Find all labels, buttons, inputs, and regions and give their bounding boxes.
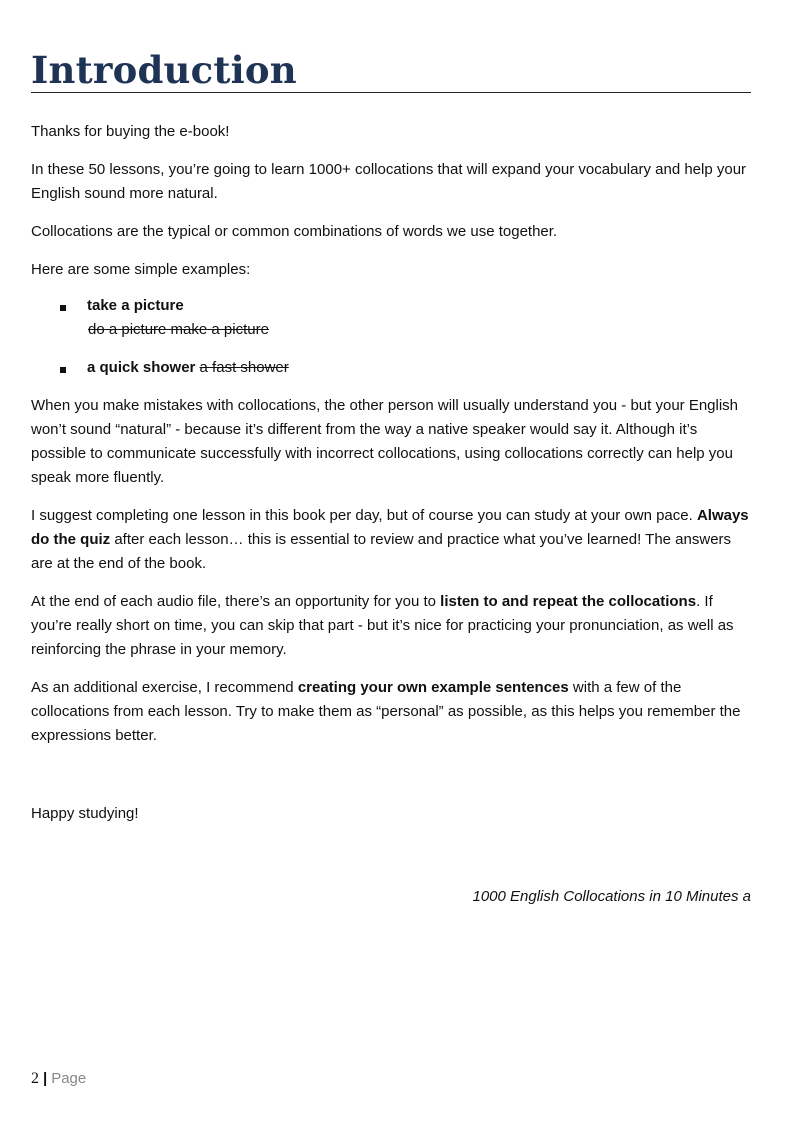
paragraph-closing: Happy studying! (31, 805, 139, 822)
emphasis-text: listen to and repeat the collocations (440, 593, 697, 610)
text-span: with a few of the collocations from each lesson. Try to make them as “personal” as possible, as this helps you remember the expressions better. (31, 679, 741, 744)
incorrect-collocation: a fast shower (199, 359, 289, 376)
text-span: after each lesson… this is essential to review and practice what you’ve learned! The answers are at the end of the book. (31, 531, 732, 572)
page-footer (31, 1068, 86, 1090)
spacer (31, 762, 751, 802)
text-span: . If you’re really short on time, you can skip that part - but it’s nice for practicing your pronunciation, as well as reinforcing the phrase in your memory. (31, 593, 734, 658)
text-span: I suggest completing one lesson in this book per day, but of course you can study at your own pace. (31, 507, 697, 524)
examples-list (31, 294, 751, 380)
correct-collocation: take a picture (87, 297, 184, 314)
incorrect-collocation: make (166, 321, 208, 338)
signature-line: 1000 English Collocations in 10 Minutes a (472, 888, 751, 905)
emphasis-text: Always do the quiz (31, 507, 749, 548)
bullet-icon (60, 305, 66, 311)
emphasis-text: creating your own example sentences (297, 679, 569, 696)
page-label: Page (51, 1070, 87, 1087)
incorrect-collocation: a picture (207, 321, 269, 338)
list-item (31, 294, 751, 342)
paragraph-audio (31, 590, 751, 662)
list-item (31, 356, 751, 380)
page-number: 2 (31, 1070, 39, 1087)
incorrect-collocation: do a picture (88, 321, 167, 338)
paragraph-definition: Collocations are the typical or common combinations of words we use together. (31, 223, 558, 240)
title-divider (31, 92, 751, 93)
footer-separator: | (43, 1070, 48, 1087)
incorrect-collocations (88, 318, 751, 342)
bullet-icon (60, 367, 66, 373)
paragraph-exercise (31, 676, 751, 748)
paragraph-suggest (31, 504, 751, 576)
text-span: At the end of each audio file, there’s an opportunity for you to (31, 593, 441, 610)
paragraph-lessons: In these 50 lessons, you’re going to learn 1000+ collocations that will expand your vocabulary and help your English sound more natural. (31, 161, 747, 202)
body-content (31, 120, 751, 840)
paragraph-mistakes: When you make mistakes with collocations, the other person will usually understand you - but your English won’t sound “natural” - because it’s different from the way a native speaker would say it. Although it’s possible to communicate successfully with incorrect collocations, using collocations correctly can help you speak more fluently. (31, 397, 739, 486)
correct-collocation: a quick shower (87, 359, 196, 376)
paragraph-examples-intro: Here are some simple examples: (31, 261, 251, 278)
page-title: Introduction (31, 48, 297, 92)
document-page (31, 0, 751, 1126)
paragraph-thanks: Thanks for buying the e-book! (31, 123, 230, 140)
text-span: As an additional exercise, I recommend (31, 679, 298, 696)
